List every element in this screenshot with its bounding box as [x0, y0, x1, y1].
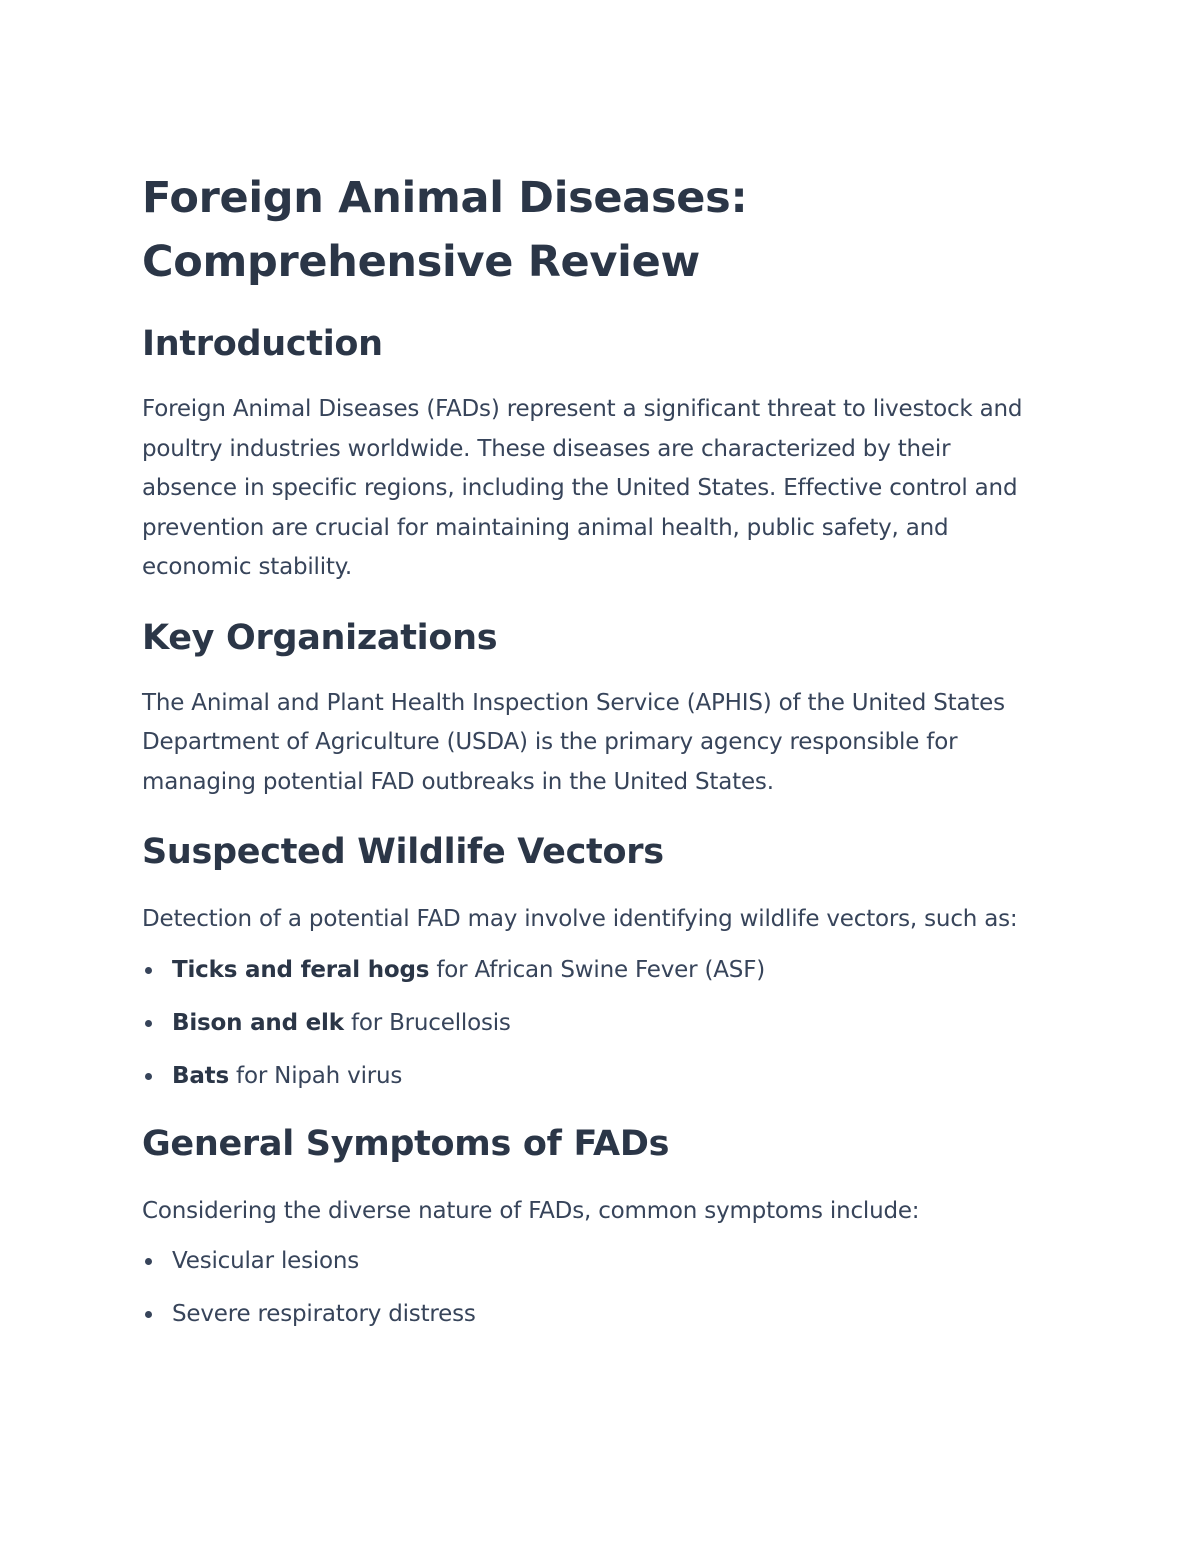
document-title-line-2: Comprehensive Review [142, 237, 700, 287]
list-item [142, 954, 1050, 986]
list-item-text: for Nipah virus [228, 1062, 403, 1089]
section-heading-wildlife-vectors: Suspected Wildlife Vectors [142, 832, 664, 872]
bullet-icon [145, 967, 152, 974]
bullet-icon [145, 1073, 152, 1080]
list-item [142, 1245, 1050, 1277]
list-item-text: for African Swine Fever (ASF) [429, 956, 765, 983]
list-item-bold: Ticks and feral hogs [172, 956, 430, 983]
document-title-line-1: Foreign Animal Diseases: [142, 173, 748, 223]
list-item-text: for Brucellosis [343, 1009, 511, 1036]
bullet-icon [145, 1311, 152, 1318]
list-item-bold: Bison and elk [172, 1009, 344, 1036]
list-item-text: Vesicular lesions [172, 1248, 360, 1274]
bullet-icon [145, 1258, 152, 1265]
general-symptoms-paragraph: Considering the diverse nature of FADs, common symptoms include: [142, 1197, 920, 1224]
key-organizations-paragraph: The Animal and Plant Health Inspection Service (APHIS) of the United States Department of Agriculture (USDA) is the primary agency responsible for managing potential FAD outbreaks in the United States. [142, 689, 1005, 795]
bullet-icon [145, 1020, 152, 1027]
list-item-bold: Bats [172, 1062, 229, 1089]
document-title [142, 166, 1050, 294]
wildlife-vectors-paragraph: Detection of a potential FAD may involve identifying wildlife vectors, such as: [142, 906, 1018, 932]
section-heading-introduction: Introduction [142, 324, 383, 364]
section-heading-key-organizations: Key Organizations [142, 617, 498, 658]
general-symptoms-list [142, 1245, 1050, 1330]
list-item [142, 1060, 1050, 1092]
list-item [142, 1298, 1050, 1330]
wildlife-vectors-list [142, 954, 1050, 1092]
introduction-paragraph: Foreign Animal Diseases (FADs) represent a significant threat to livestock and poultry industries worldwide. These diseases are characterized by their absence in specific regions, including the United States. Effective control and prevention are crucial for maintaining animal health, public safety, and economic stability. [142, 396, 1023, 580]
section-heading-general-symptoms: General Symptoms of FADs [142, 1123, 670, 1164]
list-item [142, 1007, 1050, 1039]
list-item-text: Severe respiratory distress [172, 1301, 476, 1327]
